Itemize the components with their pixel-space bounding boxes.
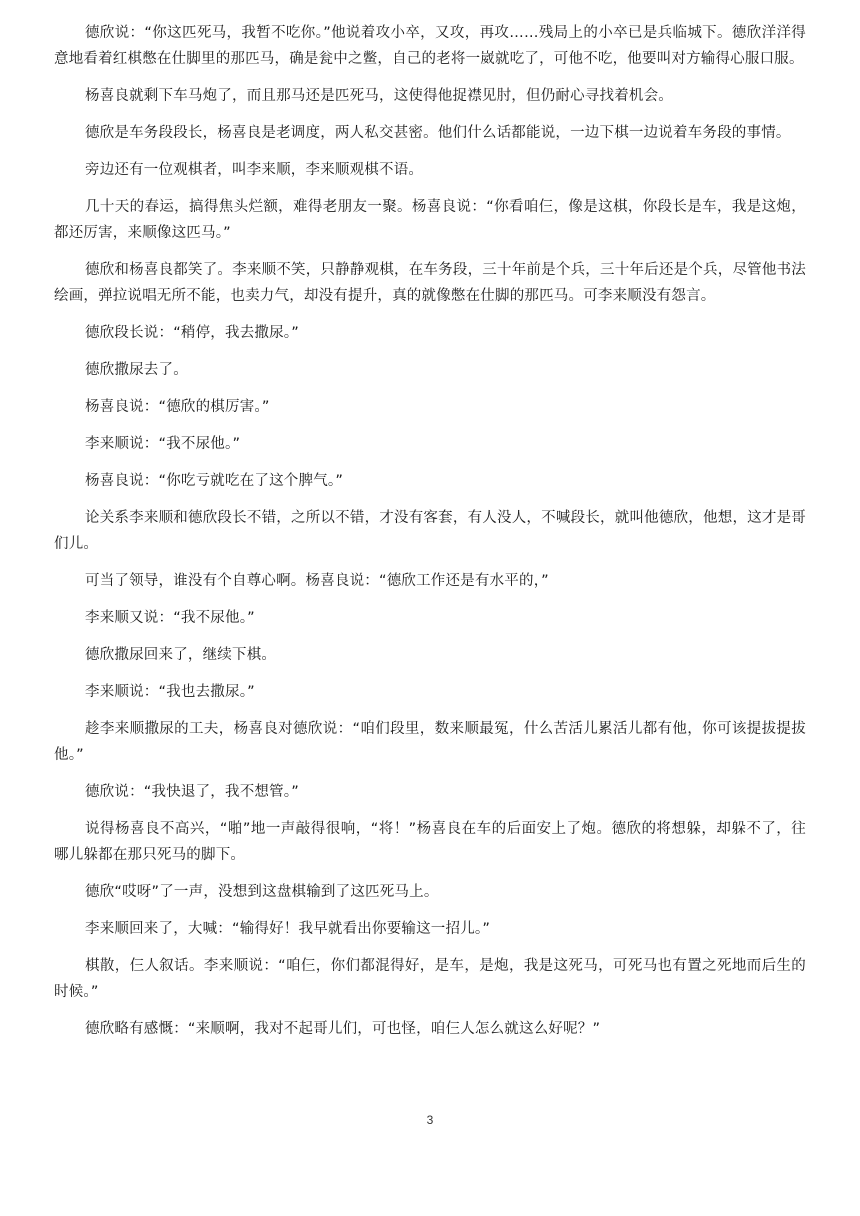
paragraph: 几十天的春运，搞得焦头烂额，难得老朋友一聚。杨喜良说：“你看咱仨，像是这棋，你段长是车，我是这炮，都还厉害，来顺像这匹马。” bbox=[54, 199, 806, 241]
paragraph: 杨喜良说：“你吃亏就吃在了这个脾气。” bbox=[85, 473, 344, 489]
paragraph: 可当了领导，谁没有个自尊心啊。杨喜良说：“德欣工作还是有水平的，” bbox=[85, 573, 549, 589]
paragraph: 杨喜良就剩下车马炮了，而且那马还是匹死马，这使得他捉襟见肘，但仍耐心寻找着机会。 bbox=[85, 88, 673, 104]
page-number: 3 bbox=[426, 1113, 434, 1127]
story-text bbox=[54, 20, 806, 1053]
paragraph: 杨喜良说：“德欣的棋厉害。” bbox=[85, 399, 270, 415]
paragraph: 李来顺又说：“我不尿他。” bbox=[85, 610, 255, 626]
paragraph: 德欣撒尿去了。 bbox=[85, 362, 188, 378]
paragraph: 旁边还有一位观棋者，叫李来顺，李来顺观棋不语。 bbox=[85, 162, 424, 178]
paragraph: 德欣段长说：“稍停，我去撒尿。” bbox=[85, 325, 299, 341]
paragraph: 德欣说：“你这匹死马，我暂不吃你。”他说着攻小卒，又攻，再攻……残局上的小卒已是兵临城下。德欣洋洋得意地看着红棋憋在仕脚里的那匹马，确是瓮中之鳖，自己的老将一崴就吃了，可他不吃，他要叫对方输得心服口服。 bbox=[54, 25, 806, 67]
paragraph: 德欣说：“我快退了，我不想管。” bbox=[85, 784, 299, 800]
paragraph: 趁李来顺撒尿的工夫，杨喜良对德欣说：“咱们段里，数来顺最冤，什么苦活儿累活儿都有他，你可该提拔提拔他。” bbox=[54, 721, 806, 763]
paragraph: 德欣“哎呀”了一声，没想到这盘棋输到了这匹死马上。 bbox=[85, 884, 439, 900]
paragraph: 德欣略有感慨：“来顺啊，我对不起哥儿们，可也怪，咱仨人怎么就这么好呢？” bbox=[85, 1021, 601, 1037]
paragraph: 李来顺说：“我不尿他。” bbox=[85, 436, 241, 452]
paragraph: 德欣是车务段段长，杨喜良是老调度，两人私交甚密。他们什么话都能说，一边下棋一边说着车务段的事情。 bbox=[85, 125, 791, 141]
paragraph: 说得杨喜良不高兴，“啪”地一声敲得很响，“将！”杨喜良在车的后面安上了炮。德欣的将想躲，却躲不了，往哪儿躲都在那只死马的脚下。 bbox=[54, 821, 806, 863]
paragraph: 论关系李来顺和德欣段长不错，之所以不错，才没有客套，有人没人，不喊段长，就叫他德欣，他想，这才是哥们儿。 bbox=[54, 510, 806, 552]
paragraph: 德欣撒尿回来了，继续下棋。 bbox=[85, 647, 277, 663]
paragraph: 棋散，仨人叙话。李来顺说：“咱仨，你们都混得好，是车，是炮，我是这死马，可死马也有置之死地而后生的时候。” bbox=[54, 958, 806, 1000]
paragraph: 李来顺说：“我也去撒尿。” bbox=[85, 684, 255, 700]
paragraph: 德欣和杨喜良都笑了。李来顺不笑，只静静观棋，在车务段，三十年前是个兵，三十年后还是个兵，尽管他书法绘画，弹拉说唱无所不能，也卖力气，却没有提升，真的就像憋在仕脚的那匹马。可李来顺没有怨言。 bbox=[54, 262, 806, 304]
paragraph: 李来顺回来了，大喊：“输得好！我早就看出你要输这一招儿。” bbox=[85, 921, 491, 937]
